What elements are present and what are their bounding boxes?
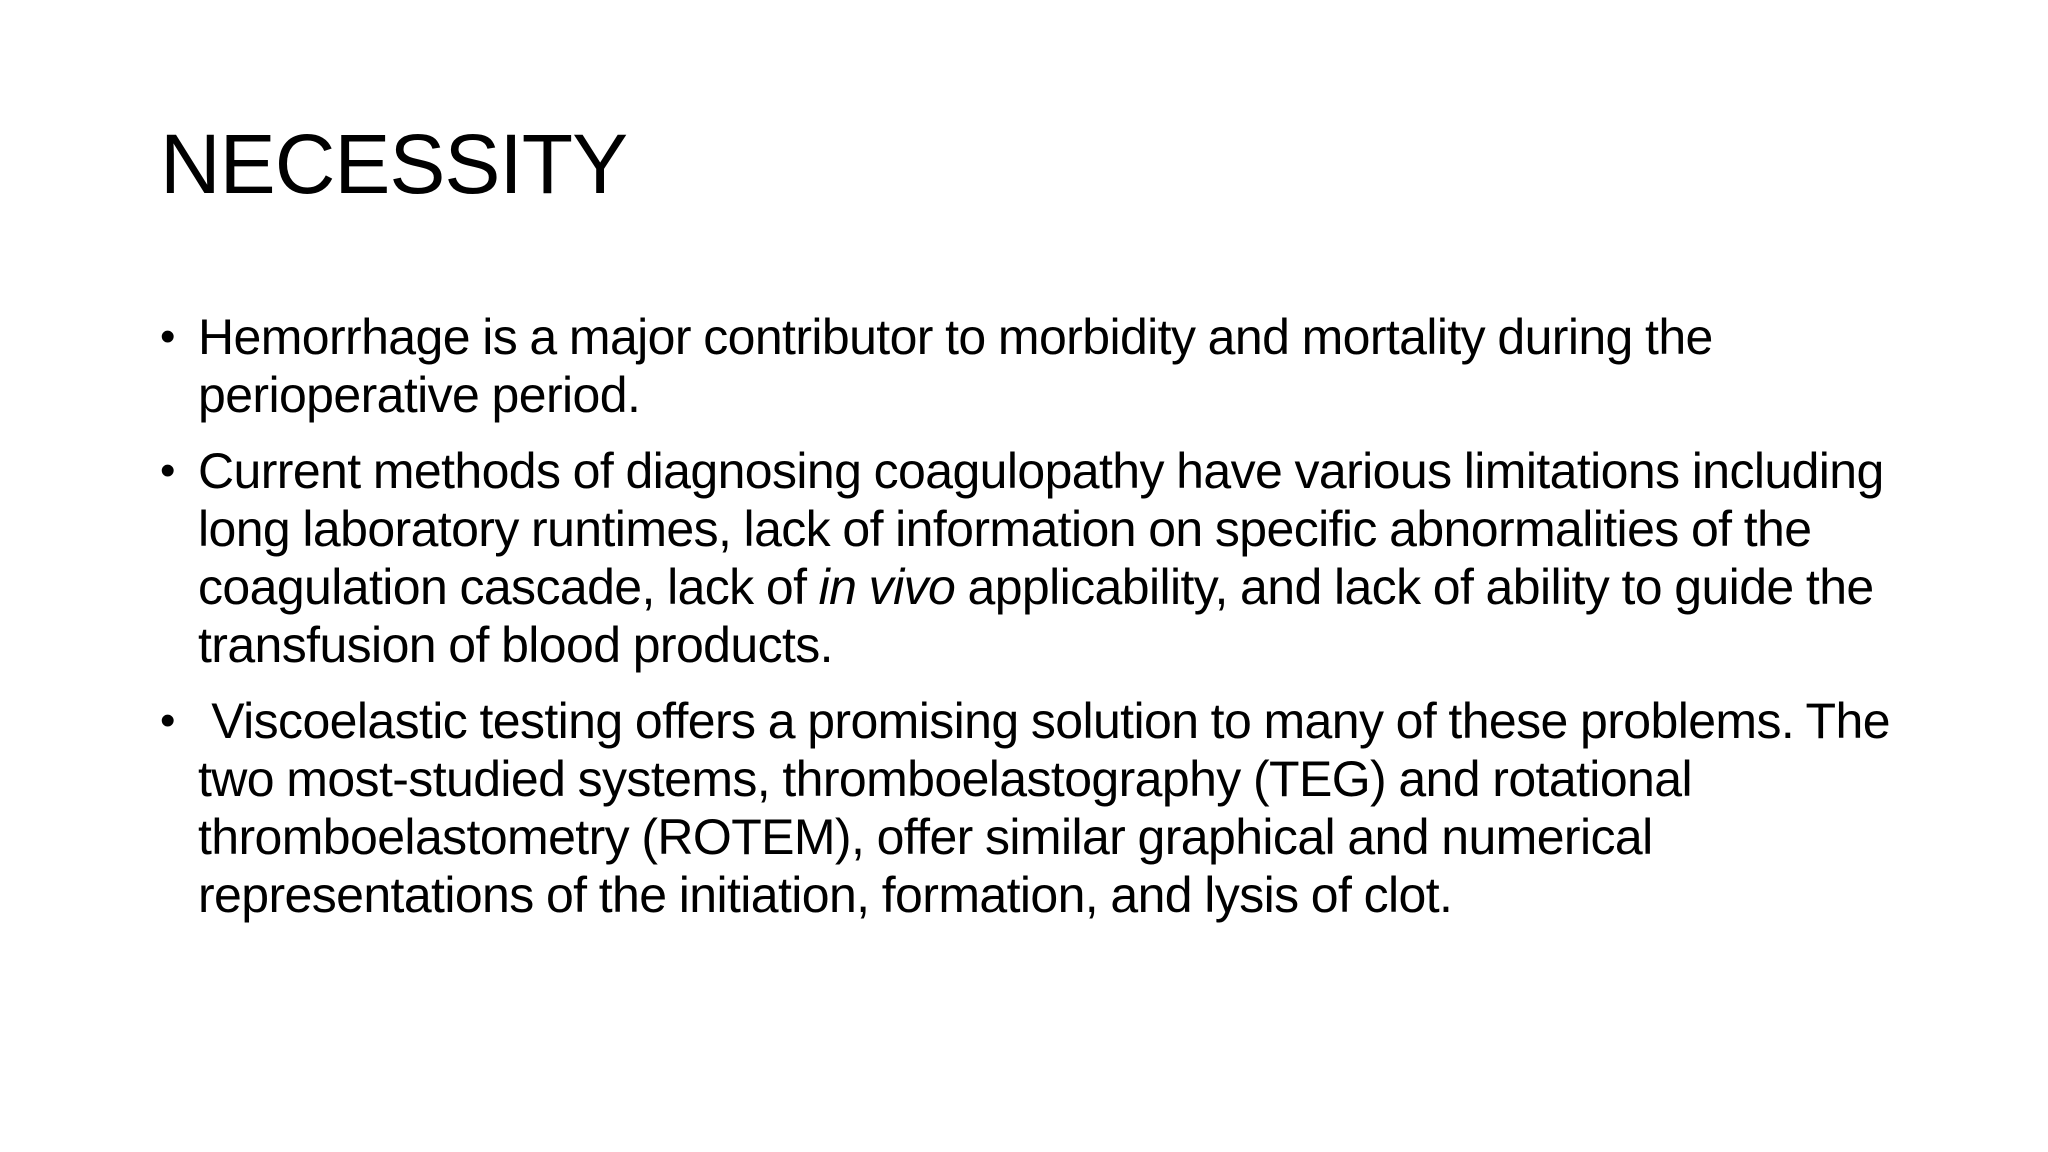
bullet-text: Viscoelastic testing offers a promising solution to many of these problems. The two most-studied systems, thromboelastography (TEG) and rotational thromboelastometry (ROTEM), offer similar graphical and numerical representations of the initiation, formation, and lysis of clot. — [198, 693, 1903, 923]
bullet-text: Hemorrhage is a major contributor to morbidity and mortality during the perioperative period. — [198, 309, 1713, 423]
bullet-text-italic: in vivo — [818, 559, 956, 615]
bullet-item-viscoelastic — [160, 692, 1920, 924]
bullet-list — [160, 308, 1920, 942]
slide-title: NECESSITY — [160, 117, 628, 211]
bullet-text — [198, 443, 1884, 673]
bullet-text-part: applicability, and lack of ability to guide the transfusion of blood products. — [198, 559, 1874, 673]
bullet-item-current-methods — [160, 442, 1920, 674]
bullet-dot-icon: • — [160, 696, 175, 745]
bullet-text-part: Current methods of diagnosing coagulopathy have various limitations including long laboratory runtimes, lack of information on specific abnormalities of the coagulation cascade, lack of — [198, 443, 1884, 615]
bullet-dot-icon: • — [160, 446, 175, 495]
bullet-item-hemorrhage — [160, 308, 1920, 424]
bullet-dot-icon: • — [160, 312, 175, 361]
